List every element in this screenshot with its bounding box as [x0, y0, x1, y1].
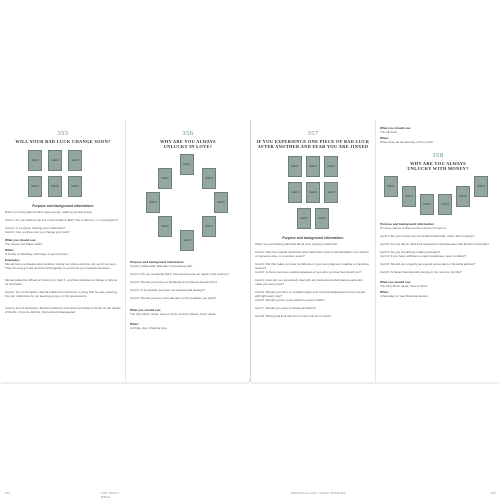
- card2-text: Card 2: Should you focus on friendship and shared interests first?: [130, 280, 218, 284]
- spread-bottom-right: [251, 382, 499, 384]
- card-3: Card 3: [202, 168, 216, 189]
- card6-text: Card 6: Is better financial luck coming in the next six months?: [380, 270, 462, 274]
- card-4: Card 4: [28, 176, 42, 197]
- purpose-text: If money seems to flow out the minute it comes in.: [380, 226, 447, 230]
- example-paragraph-2: Mei-lai pulled the Wheel of Fortune for Card 1, and that indicates a change is fortune for the better.: [5, 278, 118, 287]
- card4-text: Card 4: How can you proactively deal with any detractors/unfortunate people who make you feel jinxed?: [255, 278, 363, 287]
- card4-text: Card 4: Should you pay more attention to the qualities you want?: [130, 296, 217, 300]
- card-6: Card 6: [68, 176, 82, 197]
- when-heading: When:: [5, 248, 15, 252]
- when-value: A Friday or Saturday, both days of good fortune.: [5, 252, 69, 256]
- when-heading: When:: [380, 290, 390, 294]
- purpose-text: When one thing after another goes wrong, making you feel jinxed.: [5, 210, 93, 214]
- card3-text: Card 3: Do you impulsively make purchases?: [380, 250, 441, 254]
- use-heading: What you should use:: [380, 280, 412, 284]
- purpose-heading: Purpose and background information:: [32, 204, 94, 208]
- purpose-text: If every relationship fails after a promising start.: [130, 264, 193, 268]
- page-358: [376, 120, 500, 495]
- spread-number: 355: [57, 130, 69, 137]
- top-use-heading: What you should use:: [380, 126, 412, 130]
- purpose-heading: Purpose and background information:: [380, 222, 435, 226]
- page-number: 162: [5, 491, 11, 495]
- card-2: Card 2: [402, 186, 416, 207]
- running-footer: PERSONAL LIFE TOUCH SPREADS: [291, 491, 346, 495]
- use-value: The twenty-two Major cards.: [5, 242, 43, 246]
- card1-text: Card 1: Do you constantly fall in love and become an apple in the journey?: [130, 272, 229, 276]
- card7-text: Card 7: Should you seek professional advice?: [255, 306, 317, 310]
- purpose-heading: Purpose and background information:: [130, 260, 185, 264]
- card5-text: Card 5: Should you carry a crystal/smudge your home/workplace/surround yourself with light every day?: [255, 290, 366, 299]
- example-paragraph-4: Card 3: Ace of Pentacles. Mei-lai needed to slow down and keep a check on the details of his life. Once he did this, his bad luck disappeared.: [5, 306, 121, 315]
- card-1: Card 1: [384, 176, 398, 197]
- card-4: Card 4: [438, 194, 452, 215]
- card-5: Card 5: [214, 192, 228, 213]
- page-356: [126, 120, 250, 380]
- examples-heading: Examples:: [5, 258, 21, 262]
- card-3: Card 3: [68, 150, 82, 171]
- card-6: Card 6: [474, 176, 488, 197]
- card6-text: Card 6: Should you be more tactful to avoid conflict?: [255, 298, 325, 302]
- card-5: Card 5: [48, 176, 62, 197]
- card-6: Card 6: [158, 216, 172, 237]
- use-heading: What you should use:: [5, 238, 37, 242]
- spread-number: 358: [432, 152, 444, 159]
- spread-title-line-2: AFTER ANOTHER AND FEAR YOU ARE JINXED: [257, 144, 369, 149]
- card-7: Card 7: [202, 216, 216, 237]
- card3-text: Card 3: Can you/how can you change your luck?: [5, 230, 70, 234]
- card-2: Card 2: [158, 168, 172, 189]
- use-value: The forty Minor cards, Aces to Tens.: [380, 284, 428, 288]
- spread-number: 357: [307, 130, 319, 137]
- purpose-text: When you are feeling paranoid about your ongoing misfortune.: [255, 242, 339, 246]
- card2-text: Card 2: Is it anyone causing your misfortune?: [5, 226, 66, 230]
- card3-text: Card 3: Is there someone malicious/jealous of you who you fear has jinxed you?: [255, 270, 362, 274]
- card8-text: Card 8: What good luck will come in the next six months?: [255, 314, 332, 318]
- spread-title-line-2: UNLUCKY IN LOVE?: [163, 144, 213, 149]
- card-2: Card 2: [306, 156, 320, 177]
- page-number: 163: [490, 491, 496, 495]
- top-use-value: The full deck.: [380, 130, 398, 134]
- card-8: Card 8: [180, 230, 194, 251]
- card2-text: Card 2: Do you fall for hard-luck stories/your spontaneous with friends and family?: [380, 242, 489, 246]
- when-heading: When:: [130, 322, 140, 326]
- example-paragraph-1: Mei-lai had one disaster after another: losing her phone and the only set of car keys. Then the dog got sick and he had forgotten to renew the pet medical insurance.: [5, 262, 117, 271]
- example-paragraph-3: Card 2: Ten of Pentacles. Mei-lai realized he had been so busy that he was covering his own misfortune by not keeping an eye on his possessions.: [5, 290, 117, 299]
- card-1: Card 1: [288, 156, 302, 177]
- page-355: [1, 120, 125, 499]
- card3-text: Card 3: Is it possible you have not resolved old feelings?: [130, 288, 206, 292]
- spread-title: WILL YOUR BAD LUCK CHANGE SOON?: [15, 139, 111, 144]
- purpose-heading: Purpose and background information:: [282, 236, 344, 240]
- spread-title-line-1: WHY ARE YOU ALWAYS: [160, 139, 216, 144]
- spread-bottom-left: [1, 382, 249, 384]
- card2-text: Card 2: Did that make you lose confidence in your own judgment, leading to impulsive actions?: [255, 262, 369, 271]
- card-4: Card 4: [288, 182, 302, 203]
- card-2: Card 2: [48, 150, 62, 171]
- top-when-heading: When:: [380, 136, 390, 140]
- card-5: Card 5: [456, 186, 470, 207]
- card-6: Card 6: [324, 182, 338, 203]
- spread-title-line-2: UNLUCKY WITH MONEY?: [407, 166, 469, 171]
- card-7: Card 7: [297, 208, 311, 229]
- card-5: Card 5: [306, 182, 320, 203]
- top-when-value: When seen as the last day of the month.: [380, 140, 434, 144]
- spread-number: 356: [182, 130, 194, 137]
- use-value: The forty Minor cards, Aces to Tens, and the sixteen Court cards.: [130, 312, 217, 316]
- card-1: Card 1: [28, 150, 42, 171]
- card-4: Card 4: [146, 192, 160, 213]
- page-357: [251, 120, 375, 495]
- card5-text: Card 5: Should you urgently get a good accountant or financial advisor?: [380, 262, 476, 266]
- card-8: Card 8: [315, 208, 329, 229]
- card-3: Card 3: [420, 194, 434, 215]
- when-value: A Saturday for new financial caution.: [380, 294, 429, 298]
- card-1: Card 1: [180, 154, 194, 175]
- card4-text: Card 4: If you have sufficient a major loss/losses, was it unlikely?: [380, 254, 467, 258]
- card-3: Card 3: [324, 156, 338, 177]
- running-footer: THE TAROT BIBLE: [101, 491, 120, 499]
- card1-text: Card 1: Do you believe you are in the hands of fate? You is this true, or a perception?: [5, 218, 119, 222]
- spread-title-line-1: WHY ARE YOU ALWAYS: [410, 161, 466, 166]
- spread-title-line-1: IF YOU EXPERIENCE ONE PIECE OF BAD LUCK: [256, 139, 370, 144]
- use-heading: What you should use:: [130, 308, 162, 312]
- when-value: A Friday, day of lasting love.: [130, 326, 168, 330]
- card1-text: Card 1: Was the original misfortune that started the cycle a miscalculation, the actions of someone else, or a random event?: [255, 250, 369, 259]
- card1-text: Card 1: Are you simply over-committed financially, rather than unlucky?: [380, 234, 475, 238]
